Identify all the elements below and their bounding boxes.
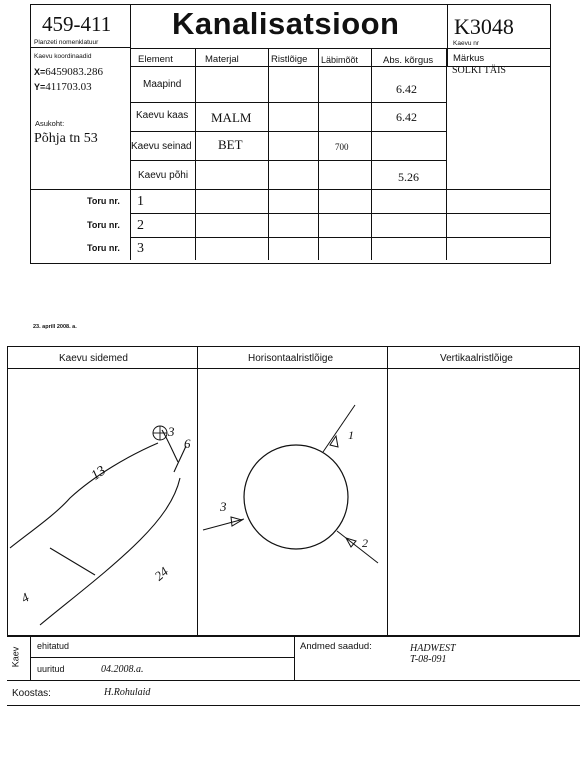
pipe-label-2: Toru nr. xyxy=(87,220,120,230)
well-number: K3048 xyxy=(454,14,514,39)
surveyed-label: uuritud xyxy=(37,664,65,674)
author-label: Koostas: xyxy=(12,688,51,699)
row-label-seinad: Kaevu seinad xyxy=(131,141,192,152)
coords-caption: Kaevu koordinaadid xyxy=(34,53,92,60)
data-from-value-1: HADWEST xyxy=(410,643,456,654)
circle-label-3: 3 xyxy=(220,499,227,514)
pipe-label-1: Toru nr. xyxy=(87,196,120,206)
col-header-note: Märkus xyxy=(453,53,485,64)
footer-bottom-line xyxy=(7,680,580,681)
connections-sketch xyxy=(10,430,186,625)
row-material-seinad: BET xyxy=(218,137,243,152)
row-height-kaas: 6.42 xyxy=(396,110,417,124)
address-caption: Asukoht: xyxy=(35,119,65,128)
row-height-maapind: 6.42 xyxy=(396,82,417,96)
circle-label-1: 1 xyxy=(348,428,354,442)
row-label-pohi: Kaevu põhi xyxy=(138,170,189,181)
kaev-label: Kaev xyxy=(10,646,21,668)
date-line: 23. aprill 2008. a. xyxy=(33,324,77,330)
row-diameter-seinad: 700 xyxy=(335,142,349,152)
row-material-kaas: MALM xyxy=(211,110,252,125)
note-text: SOLKI TÄIS xyxy=(452,65,506,76)
pipe-number-2: 2 xyxy=(137,218,144,233)
col-header-element: Element xyxy=(138,54,173,65)
sketch-label-13: 13 xyxy=(88,463,109,484)
x-label: X= xyxy=(34,67,46,77)
data-from-value-2: T-08-091 xyxy=(410,654,447,665)
panel-title-horizontal: Horisontaalristlõige xyxy=(248,353,334,364)
row-height-pohi: 5.26 xyxy=(398,170,419,184)
footer-inner-line xyxy=(30,657,294,658)
built-label: ehitatud xyxy=(37,641,70,651)
footer-kaev-divider xyxy=(30,636,31,680)
panel-title-vertical: Vertikaalristlõige xyxy=(440,353,513,364)
surveyed-value: 04.2008.a. xyxy=(101,664,144,675)
author-line xyxy=(7,705,580,706)
y-label: Y= xyxy=(34,82,46,92)
page-title: Kanalisatsioon xyxy=(172,6,400,41)
footer-middle-divider xyxy=(294,636,295,680)
y-value: 411703.03 xyxy=(45,81,92,93)
x-value: 6459083.286 xyxy=(45,66,104,78)
sketch-label-4: 4 xyxy=(18,589,32,606)
circle-label-2: 2 xyxy=(362,536,368,550)
nomenclature-caption: Planzeti nomenklatuur xyxy=(34,39,99,46)
col-header-height: Abs. kõrgus xyxy=(383,55,434,66)
data-from-label: Andmed saadud: xyxy=(300,641,372,652)
address: Põhja tn 53 xyxy=(34,131,98,146)
well-circle xyxy=(244,445,348,549)
nomenclature-number: 459-411 xyxy=(42,12,112,36)
pipe-arrows xyxy=(231,436,356,547)
well-number-caption: Kaevu nr xyxy=(453,40,480,47)
row-label-kaas: Kaevu kaas xyxy=(136,110,189,121)
pipe-number-3: 3 xyxy=(137,241,144,256)
col-header-cross: Ristlõige xyxy=(271,54,308,65)
sketch-label-3: 3 xyxy=(168,424,175,439)
col-header-material: Materjal xyxy=(205,54,239,65)
row-label-maapind: Maapind xyxy=(143,79,182,90)
pipe-number-1: 1 xyxy=(137,194,144,209)
sketch-label-6: 6 xyxy=(184,436,191,451)
pipe-label-3: Toru nr. xyxy=(87,243,120,253)
panel-title-connections: Kaevu sidemed xyxy=(59,353,128,364)
sketch-label-24: 24 xyxy=(151,563,171,584)
author-value: H.Rohulaid xyxy=(104,687,151,698)
col-header-diameter: Läbimõõt xyxy=(321,55,359,65)
